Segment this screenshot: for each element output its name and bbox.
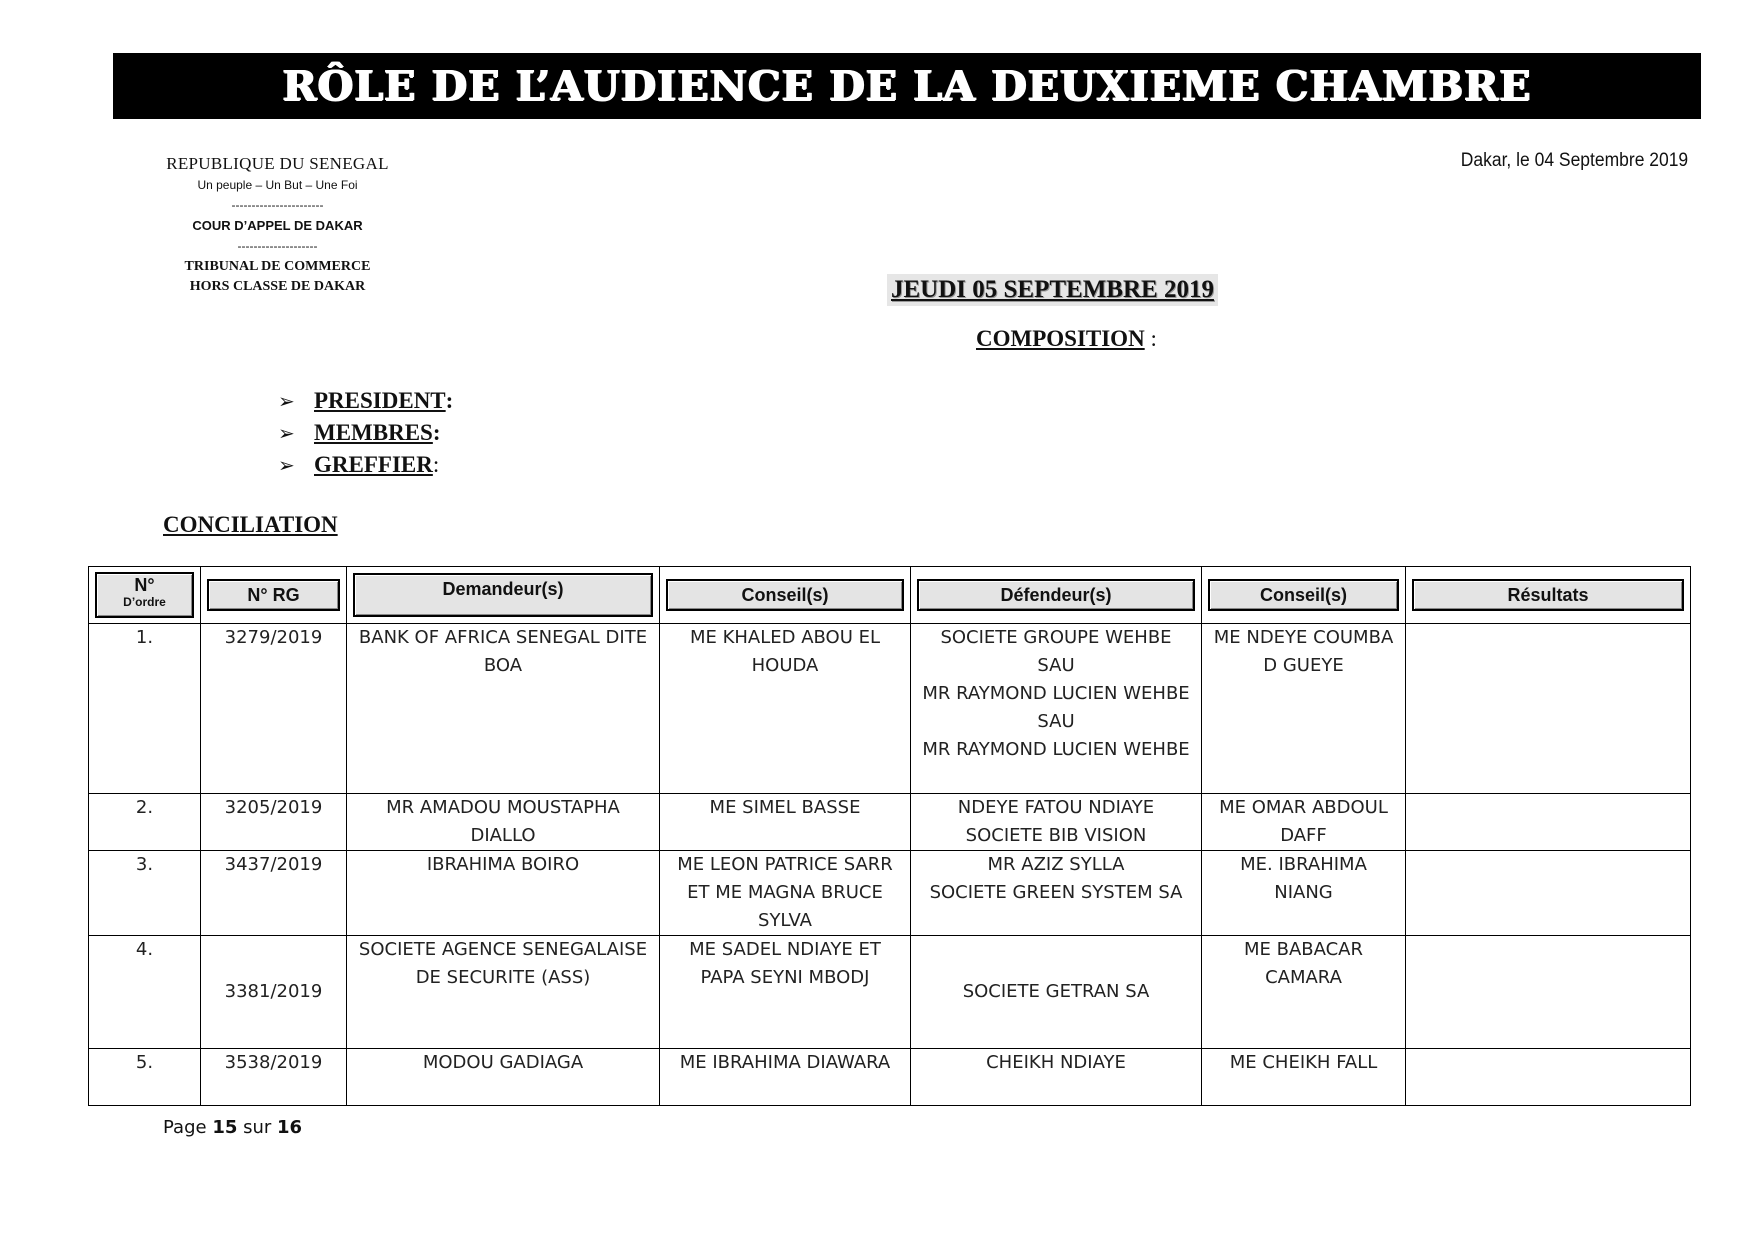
conseil-cell: ME LEON PATRICE SARR ET ME MAGNA BRUCE SYLVA	[660, 851, 911, 936]
column-header-demandeur	[347, 567, 660, 624]
hearing-table	[88, 566, 1691, 1106]
resultat-cell	[1406, 624, 1691, 794]
role-label: GREFFIER	[314, 452, 433, 477]
table-row	[89, 794, 1691, 851]
demandeur-cell: BANK OF AFRICA SENEGAL DITE BOA	[347, 624, 660, 794]
header-box: Résultats	[1412, 579, 1684, 611]
resultat-cell	[1406, 936, 1691, 1049]
rg-number: 3381/2019	[201, 936, 347, 1049]
conseil-cell: ME SIMEL BASSE	[660, 794, 911, 851]
role-item-membres	[278, 417, 453, 449]
tribunal-line: HORS CLASSE DE DAKAR	[189, 279, 366, 294]
conseil-cell: ME. IBRAHIMA NIANG	[1202, 851, 1406, 936]
row-number: 2.	[89, 794, 201, 851]
header-box: N° RG	[207, 579, 340, 611]
demandeur-cell: SOCIETE AGENCE SENEGALAISE DE SECURITE (ASS)	[347, 936, 660, 1049]
num-header-sub: D’ordre	[123, 595, 166, 609]
issue-date: Dakar, le 04 Septembre 2019	[1460, 150, 1688, 171]
defendeur-line: CHEIKH NDIAYE	[986, 1052, 1126, 1073]
issuer-header	[140, 154, 415, 297]
column-header-conseil	[660, 567, 911, 624]
table-row	[89, 936, 1691, 1049]
column-header-resultats	[1406, 567, 1691, 624]
column-header-conseil	[1202, 567, 1406, 624]
defendeur-line: SOCIETE GROUPE WEHBE SAU	[940, 627, 1172, 676]
conseil-cell: ME NDEYE COUMBA D GUEYE	[1202, 624, 1406, 794]
composition-colon: :	[1144, 326, 1157, 351]
defendeur-line: MR RAYMOND LUCIEN WEHBE	[922, 739, 1190, 760]
defendeur-cell	[911, 1049, 1202, 1106]
page-middle: sur	[237, 1117, 278, 1138]
defendeur-cell	[911, 624, 1202, 794]
header-box: Défendeur(s)	[917, 579, 1195, 611]
hearing-date: JEUDI 05 SEPTEMBRE 2019	[887, 274, 1218, 306]
arrow-bullet-icon: ➢	[278, 421, 295, 445]
composition-roles	[278, 385, 453, 481]
header-box: Demandeur(s)	[353, 573, 653, 617]
demandeur-cell: MODOU GADIAGA	[347, 1049, 660, 1106]
conseil-cell: ME BABACAR CAMARA	[1202, 936, 1406, 1049]
num-header-main: N°	[134, 575, 155, 595]
table-row	[89, 851, 1691, 936]
defendeur-line: MR AZIZ SYLLA	[987, 854, 1125, 875]
demandeur-cell: IBRAHIMA BOIRO	[347, 851, 660, 936]
defendeur-line: SOCIETE GETRAN SA	[962, 981, 1150, 1002]
role-label: MEMBRES	[314, 420, 433, 445]
page-current: 15	[212, 1117, 238, 1138]
defendeur-line: NDEYE FATOU NDIAYE	[957, 797, 1155, 818]
rg-number: 3437/2019	[201, 851, 347, 936]
conseil-cell: ME SADEL NDIAYE ET PAPA SEYNI MBODJ	[660, 936, 911, 1049]
page-footer	[163, 1117, 302, 1138]
table-row	[89, 624, 1691, 794]
column-header-num	[89, 567, 201, 624]
column-header-defendeur	[911, 567, 1202, 624]
court-name: COUR D’APPEL DE DAKAR	[192, 218, 363, 233]
tribunal-name	[140, 257, 415, 297]
role-item-president	[278, 385, 453, 417]
row-number: 3.	[89, 851, 201, 936]
republic-name: REPUBLIQUE DU SENEGAL	[166, 154, 389, 173]
role-item-greffier	[278, 449, 453, 481]
header-box: Conseil(s)	[1208, 579, 1399, 611]
section-title: CONCILIATION	[163, 512, 338, 537]
page-total: 16	[277, 1117, 303, 1138]
document-banner: RÔLE DE L’AUDIENCE DE LA DEUXIEME CHAMBRE	[113, 53, 1701, 119]
rg-number: 3205/2019	[201, 794, 347, 851]
resultat-cell	[1406, 1049, 1691, 1106]
header-separator: -----------------------	[231, 198, 324, 212]
role-colon: :	[432, 420, 441, 445]
defendeur-line: SOCIETE GREEN SYSTEM SA	[929, 882, 1183, 903]
conseil-cell: ME OMAR ABDOUL DAFF	[1202, 794, 1406, 851]
conseil-cell: ME IBRAHIMA DIAWARA	[660, 1049, 911, 1106]
header-separator: --------------------	[237, 239, 318, 253]
table-row	[89, 1049, 1691, 1106]
role-colon: :	[445, 388, 454, 413]
table-header-row	[89, 567, 1691, 624]
role-colon: :	[432, 452, 440, 477]
conseil-cell: ME CHEIKH FALL	[1202, 1049, 1406, 1106]
column-header-rg	[201, 567, 347, 624]
composition-heading	[976, 326, 1157, 352]
row-number: 5.	[89, 1049, 201, 1106]
role-label: PRESIDENT	[314, 388, 446, 413]
national-motto: Un peuple – Un But – Une Foi	[197, 178, 358, 192]
defendeur-cell	[911, 794, 1202, 851]
arrow-bullet-icon: ➢	[278, 389, 295, 413]
defendeur-cell	[911, 936, 1202, 1049]
page-prefix: Page	[163, 1117, 213, 1138]
header-box	[95, 572, 194, 618]
demandeur-cell: MR AMADOU MOUSTAPHA DIALLO	[347, 794, 660, 851]
arrow-bullet-icon: ➢	[278, 453, 295, 477]
defendeur-line: MR RAYMOND LUCIEN WEHBE SAU	[922, 683, 1190, 732]
header-box: Conseil(s)	[666, 579, 904, 611]
row-number: 4.	[89, 936, 201, 1049]
row-number: 1.	[89, 624, 201, 794]
resultat-cell	[1406, 794, 1691, 851]
composition-label: COMPOSITION	[976, 326, 1145, 351]
defendeur-cell	[911, 851, 1202, 936]
rg-number: 3538/2019	[201, 1049, 347, 1106]
conseil-cell: ME KHALED ABOU EL HOUDA	[660, 624, 911, 794]
defendeur-line: SOCIETE BIB VISION	[965, 825, 1147, 846]
tribunal-line: TRIBUNAL DE COMMERCE	[184, 259, 371, 274]
rg-number: 3279/2019	[201, 624, 347, 794]
resultat-cell	[1406, 851, 1691, 936]
